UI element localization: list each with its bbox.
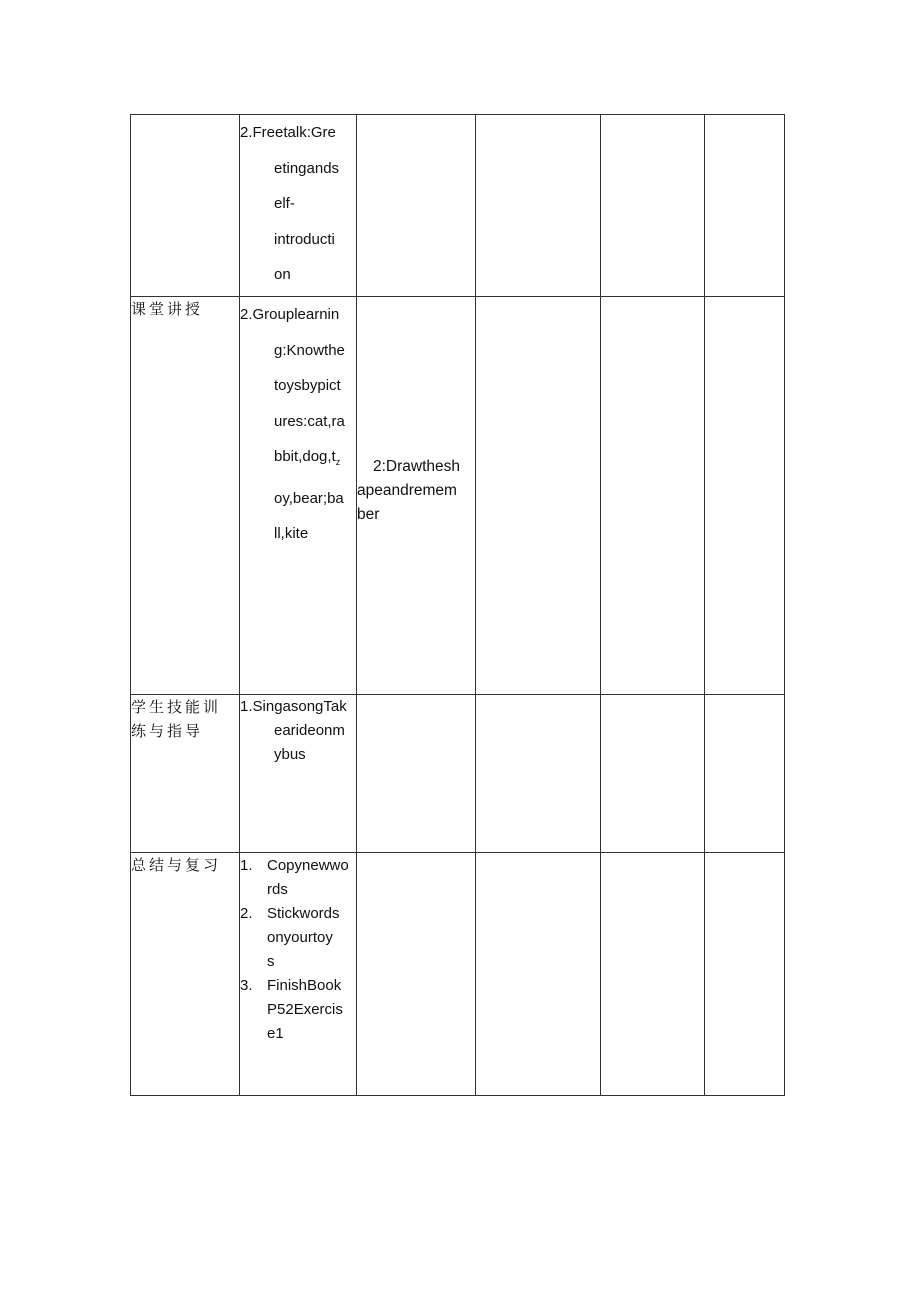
activity-cell bbox=[240, 115, 357, 297]
empty-cell bbox=[601, 297, 705, 695]
activity-cell bbox=[240, 297, 357, 695]
method-line: ber bbox=[357, 505, 380, 523]
activity-line: on bbox=[274, 266, 291, 283]
activity-line: elf- bbox=[274, 195, 295, 212]
activity-line: ures:cat,ra bbox=[274, 412, 345, 430]
activity-line: 1.SingasongTak bbox=[240, 698, 347, 715]
stage-label: 课堂讲授 bbox=[131, 300, 204, 318]
empty-cell bbox=[705, 297, 785, 695]
activity-line: 2.Freetalk:Gre bbox=[240, 124, 336, 141]
empty-cell bbox=[705, 853, 785, 1096]
activity-line: g:Knowthe bbox=[274, 341, 345, 359]
homework-list bbox=[240, 853, 356, 1046]
activity-line: toysbypict bbox=[274, 377, 341, 394]
table-row bbox=[131, 115, 785, 297]
empty-cell bbox=[601, 695, 705, 853]
method-line: 2:Drawthesh bbox=[373, 457, 461, 475]
list-number: 1. bbox=[240, 857, 253, 874]
empty-cell bbox=[476, 695, 601, 853]
empty-cell bbox=[357, 853, 476, 1096]
empty-cell bbox=[601, 115, 705, 297]
method-cell bbox=[357, 297, 476, 695]
empty-cell bbox=[601, 853, 705, 1096]
empty-cell bbox=[476, 115, 601, 297]
list-item bbox=[240, 902, 356, 974]
stage-label: 练与指导 bbox=[131, 722, 204, 740]
stage-label-cell bbox=[131, 853, 240, 1096]
activity-line-part: bbit,dog,t bbox=[274, 448, 336, 465]
empty-cell bbox=[357, 115, 476, 297]
activity-cell bbox=[240, 695, 357, 853]
list-item bbox=[240, 854, 356, 902]
activity-line: ll,kite bbox=[274, 525, 309, 542]
list-number: 3. bbox=[240, 977, 253, 994]
list-number: 2. bbox=[240, 905, 253, 922]
empty-cell bbox=[705, 695, 785, 853]
activity-cell bbox=[240, 853, 357, 1096]
activity-line: ybus bbox=[274, 746, 306, 763]
table-row bbox=[131, 297, 785, 695]
table-row bbox=[131, 695, 785, 853]
list-line: FinishBook bbox=[267, 977, 342, 994]
activity-line: 2.Grouplearnin bbox=[240, 306, 340, 323]
activity-line bbox=[240, 439, 356, 481]
empty-cell bbox=[476, 297, 601, 695]
list-line: onyourtoy bbox=[267, 929, 333, 946]
empty-cell bbox=[357, 695, 476, 853]
lesson-plan-table bbox=[130, 114, 785, 1096]
subscript-mark: z bbox=[335, 457, 341, 467]
empty-cell bbox=[476, 853, 601, 1096]
empty-cell bbox=[705, 115, 785, 297]
stage-label-cell bbox=[131, 695, 240, 853]
list-item bbox=[240, 974, 356, 1046]
list-line: Stickwords bbox=[267, 905, 340, 922]
list-line: s bbox=[267, 953, 275, 970]
list-line: Copynewwo bbox=[267, 857, 349, 874]
table-row bbox=[131, 853, 785, 1096]
stage-label: 学生技能训 bbox=[131, 698, 222, 716]
method-line: apeandremem bbox=[357, 481, 457, 499]
activity-line: earideonm bbox=[274, 722, 345, 739]
stage-label-cell bbox=[131, 297, 240, 695]
activity-line: introducti bbox=[274, 230, 335, 248]
list-line: P52Exercis bbox=[267, 1001, 343, 1018]
list-line: e1 bbox=[267, 1025, 284, 1042]
activity-line: oy,bear;ba bbox=[274, 489, 344, 507]
stage-label: 总结与复习 bbox=[131, 856, 222, 874]
stage-label-cell bbox=[131, 115, 240, 297]
list-line: rds bbox=[267, 881, 288, 898]
activity-line: etingands bbox=[274, 159, 340, 177]
